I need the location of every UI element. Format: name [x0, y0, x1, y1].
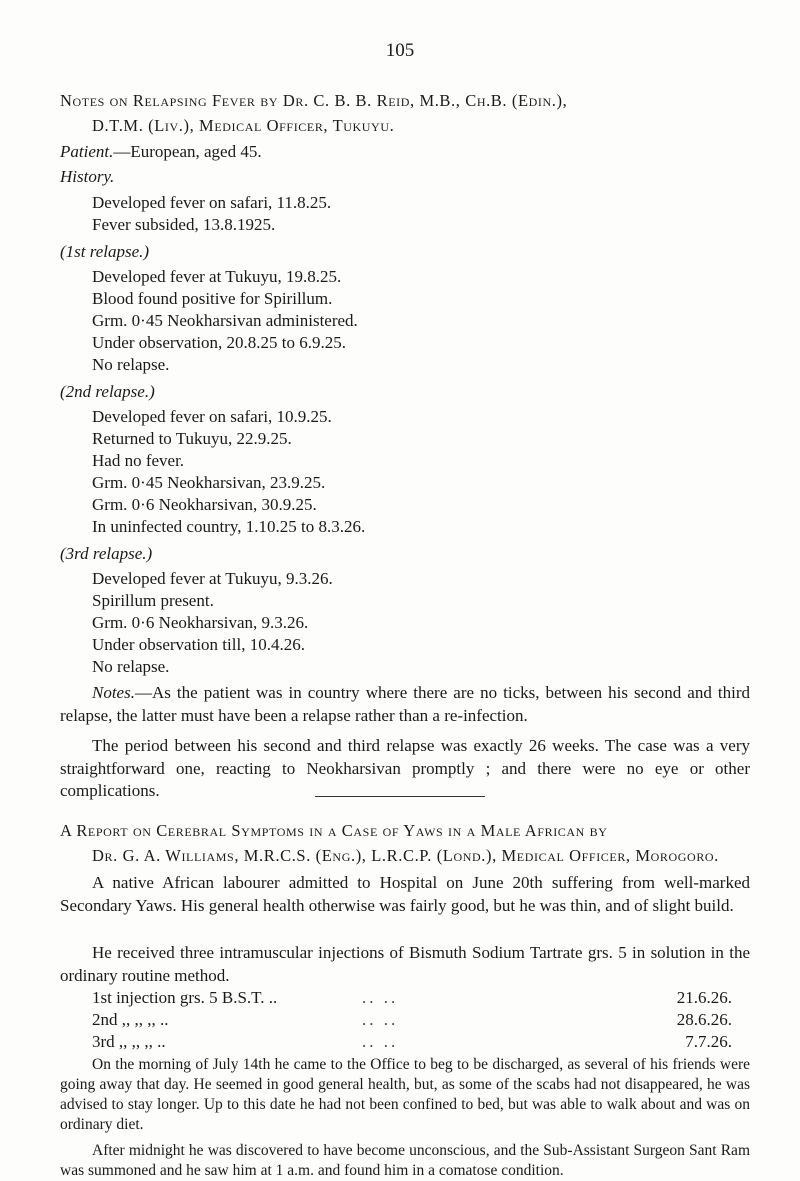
- relapse2-line: Grm. 0·45 Neokharsivan, 23.9.25.: [92, 473, 326, 492]
- relapse1-line: Blood found positive for Spirillum.: [92, 289, 333, 308]
- injection-row: [92, 988, 732, 1010]
- notes-label: Notes.: [92, 683, 135, 702]
- relapse2-label: (2nd relapse.): [60, 382, 155, 401]
- period-paragraph: The period between his second and third relapse was exactly 26 weeks. The case was a very straightforward one, reacting to Neokharsivan promptly ; and there were no eye or other complications.: [60, 736, 750, 800]
- article2-heading: [60, 818, 750, 868]
- injection-date: 21.6.26.: [676, 988, 732, 1007]
- report-paragraph: He received three intramuscular injections of Bismuth Sodium Tartrate grs. 5 in solution in the ordinary routine method.: [60, 943, 750, 985]
- section-divider: [315, 796, 485, 797]
- injection-date: 28.6.26.: [676, 1010, 732, 1029]
- notes-paragraph: [60, 682, 750, 727]
- patient-text: —European, aged 45.: [113, 142, 262, 161]
- injection-label: 2nd ,, ,, ,, ..: [92, 1010, 169, 1029]
- article2-heading-line1: A Report on Cerebral Symptoms in a Case of Yaws in a Male African by: [60, 821, 608, 840]
- article1-heading-line1: Notes on Relapsing Fever by Dr. C. B. B. Reid, M.B., Ch.B. (Edin.),: [60, 91, 568, 110]
- relapse2-line: Developed fever on safari, 10.9.25.: [92, 407, 332, 426]
- injection-row: [92, 1032, 732, 1054]
- report-paragraph: On the morning of July 14th he came to the Office to beg to be discharged, as several of his friends were going away that day. He seemed in good general health, but, as some of the scabs had not disappeared, he was advised to stay longer. Up to this date he had not been confined to bed, but was able to walk about and was on ordinary diet.: [60, 1056, 750, 1133]
- article1-heading: [60, 88, 750, 138]
- relapse2-line: Grm. 0·6 Neokharsivan, 30.9.25.: [92, 495, 317, 514]
- relapse3-line: Grm. 0·6 Neokharsivan, 9.3.26.: [92, 613, 309, 632]
- relapse2-line: In uninfected country, 1.10.25 to 8.3.26.: [92, 517, 366, 536]
- relapse3-line: Spirillum present.: [92, 591, 214, 610]
- relapse3-line: Developed fever at Tukuyu, 9.3.26.: [92, 569, 333, 588]
- history-line: Fever subsided, 13.8.1925.: [92, 215, 276, 234]
- injection-date: 7.7.26.: [685, 1032, 732, 1051]
- relapse3-line: No relapse.: [92, 657, 170, 676]
- injection-label: 1st injection grs. 5 B.S.T. ..: [92, 988, 278, 1007]
- injection-leader: .. ..: [362, 1010, 399, 1029]
- relapse3-label: (3rd relapse.): [60, 544, 153, 563]
- injection-label: 3rd ,, ,, ,, ..: [92, 1032, 166, 1051]
- page-number: 105: [385, 40, 415, 61]
- relapse2-line: Returned to Tukuyu, 22.9.25.: [92, 429, 292, 448]
- relapse1-line: Under observation, 20.8.25 to 6.9.25.: [92, 333, 347, 352]
- injection-leader: .. ..: [362, 1032, 399, 1051]
- report-paragraph: After midnight he was discovered to have become unconscious, and the Sub-Assistant Surgeon Sant Ram was summoned and he saw him at 1 a.m. and found him in a comatose condition.: [60, 1142, 750, 1179]
- article1-heading-line2: D.T.M. (Liv.), Medical Officer, Tukuyu.: [92, 116, 395, 135]
- relapse1-line: Grm. 0·45 Neokharsivan administered.: [92, 311, 358, 330]
- relapse3-line: Under observation till, 10.4.26.: [92, 635, 305, 654]
- history-line: Developed fever on safari, 11.8.25.: [92, 193, 332, 212]
- relapse1-line: Developed fever at Tukuyu, 19.8.25.: [92, 267, 342, 286]
- notes-text: —As the patient was in country where there are no ticks, between his second and third relapse, the latter must have been a relapse rather than a re-infection.: [60, 683, 750, 725]
- article2-heading-line2: Dr. G. A. Williams, M.R.C.S. (Eng.), L.R.C.P. (Lond.), Medical Officer, Morogoro.: [92, 846, 719, 865]
- patient-line: [60, 141, 262, 163]
- patient-label: Patient.: [60, 142, 114, 161]
- history-label: History.: [60, 167, 115, 186]
- relapse2-line: Had no fever.: [92, 451, 185, 470]
- relapse1-line: No relapse.: [92, 355, 170, 374]
- injection-leader: .. ..: [362, 988, 399, 1007]
- relapse1-label: (1st relapse.): [60, 242, 150, 261]
- report-paragraph: A native African labourer admitted to Hospital on June 20th suffering from well-marked Secondary Yaws. His general health otherwise was fairly good, but he was thin, and of slight build.: [60, 873, 750, 915]
- injection-row: [92, 1010, 732, 1032]
